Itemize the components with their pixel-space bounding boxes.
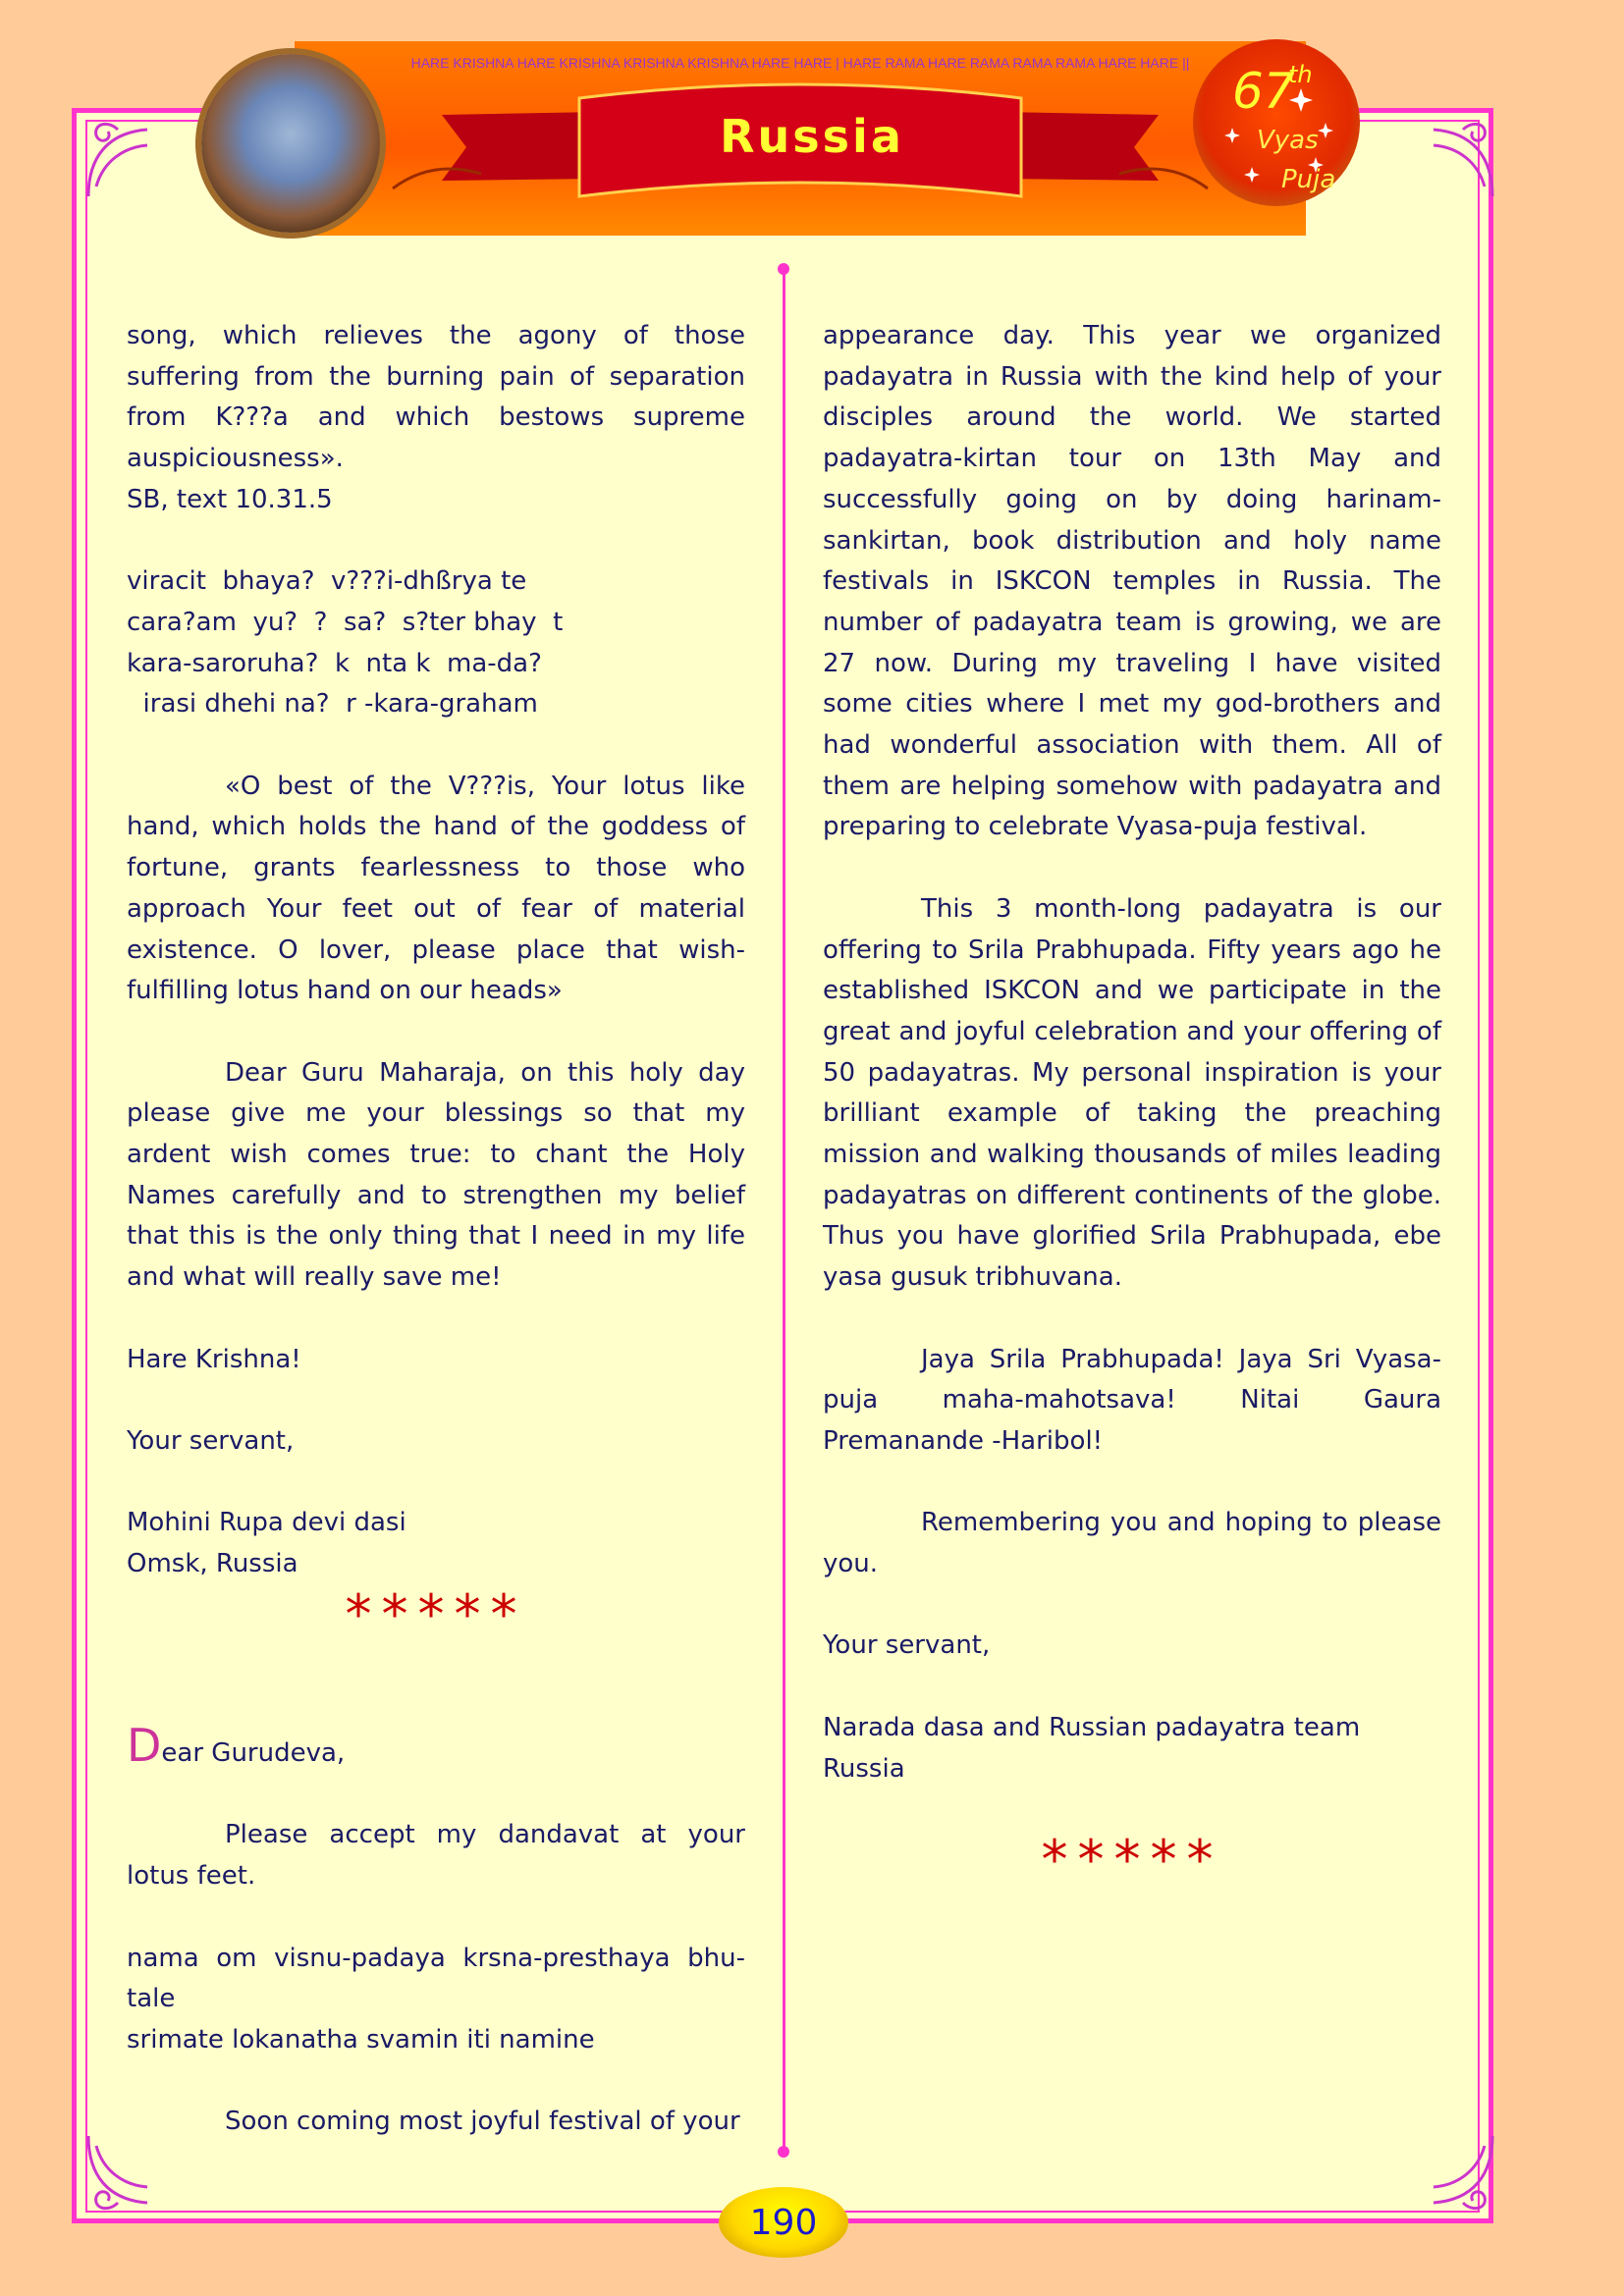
page-title: Russia (720, 110, 904, 163)
author-name: Mohini Rupa devi dasi (127, 1508, 406, 1538)
divider-dot-bottom (778, 2146, 789, 2158)
letter-paragraph: This 3 month-long padayatra is our offering to Srila Prabhupada. Fifty years ago he established ISKCON and we participate in the great and joyful celebration and your offering of 50 padayatras. My personal inspiration is your brilliant example of taking the preaching mission and walking thousands of miles leading padayatras on different continents of the globe. Thus you have glorified Srila Prabhupada, ebe yasa gusuk tribhuvana. (823, 893, 1441, 1293)
pranam-mantra-line: nama om visnu-padaya krsna-presthaya bhu-tale (127, 1943, 745, 2014)
prayer-paragraph: Dear Guru Maharaja, on this holy day please give me your blessings so that my ardent wish comes true: to chant the Holy Names carefully and to strengthen my belief that this is the only thing that I need in my life and what will really save me! (127, 1057, 745, 1293)
verse-line: kara-saroruha? k nta k ma-da? (127, 648, 542, 678)
author-place: Omsk, Russia (127, 1549, 298, 1578)
greeting: Hare Krishna! (127, 1344, 301, 1374)
left-column (127, 316, 745, 2143)
letter-paragraph: Remembering you and hoping to please you. (823, 1508, 1441, 1579)
badge-suffix: th (1288, 61, 1313, 88)
salutation-text: ear Gurudeva, (161, 1738, 346, 1769)
letter-paragraph: Soon coming most joyful festival of your (225, 2107, 740, 2137)
closing: Your servant, (823, 1630, 991, 1661)
verse-line: cara?am yu? ? sa? s?ter bhay t (127, 607, 564, 637)
column-divider (783, 267, 785, 2152)
header-mantra: HARE KRISHNA HARE KRISHNA KRISHNA KRISHNA HARE HARE | HARE RAMA HARE RAMA RAMA RAMA HARE HARE || (410, 55, 1190, 71)
badge-vyas-label: Vyas (1257, 126, 1319, 155)
salutation (127, 1719, 745, 1775)
section-separator-stars: ***** (345, 1582, 527, 1645)
closing: Your servant, (127, 1425, 295, 1456)
deity-medallion-image (201, 54, 380, 233)
scripture-reference: SB, text 10.31.5 (127, 484, 333, 514)
drop-cap: D (127, 1719, 162, 1773)
verse-line: viracit bhaya? v???i-dhßrya te (127, 566, 527, 597)
author-place: Russia (823, 1753, 905, 1784)
obeisance-paragraph: Please accept my dandavat at your lotus feet. (127, 1820, 745, 1892)
badge-number: 67 (1232, 63, 1295, 120)
quote-paragraph: song, which relieves the agony of those suffering from the burning pain of separation from K???a and which bestows supreme auspiciousness». (127, 321, 745, 474)
pranam-mantra-line: srimate lokanatha svamin iti namine (127, 2024, 595, 2055)
page-number: 190 (719, 2187, 848, 2258)
letter-paragraph: appearance day. This year we organized padayatra in Russia with the kind help of your disciples around the world. We started padayatra-kirtan tour on 13th May and successfully going on by doing harinam-sankirtan, book distribution and holy name festivals in ISKCON temples in Russia. The number of padayatra team is growing, we are 27 now. During my traveling I have visited some cities where I met my god-brothers and had wonderful association with them. All of them are helping somehow with padayatra and preparing to celebrate Vyasa-puja festival. (823, 321, 1441, 842)
letter-paragraph: Jaya Srila Prabhupada! Jaya Sri Vyasa-puja maha-mahotsava! Nitai Gaura Premanande -Haribol! (823, 1344, 1441, 1456)
corner-ornament-bottom-right (1414, 2126, 1502, 2215)
section-separator-stars: ***** (1041, 1828, 1223, 1891)
divider-dot-top (778, 263, 789, 275)
right-column (823, 316, 1441, 1890)
verse-line: irasi dhehi na? r -kara-graham (127, 689, 538, 720)
author-name: Narada dasa and Russian padayatra team (823, 1712, 1361, 1742)
badge-puja-label: Puja (1281, 165, 1336, 194)
translation-paragraph: «O best of the V???is, Your lotus like hand, which holds the hand of the goddess of fortune, grants fearlessness to those who approach Your feet out of fear of material existence. O lover, please place that wish-fulfilling lotus hand on our heads» (127, 771, 745, 1006)
